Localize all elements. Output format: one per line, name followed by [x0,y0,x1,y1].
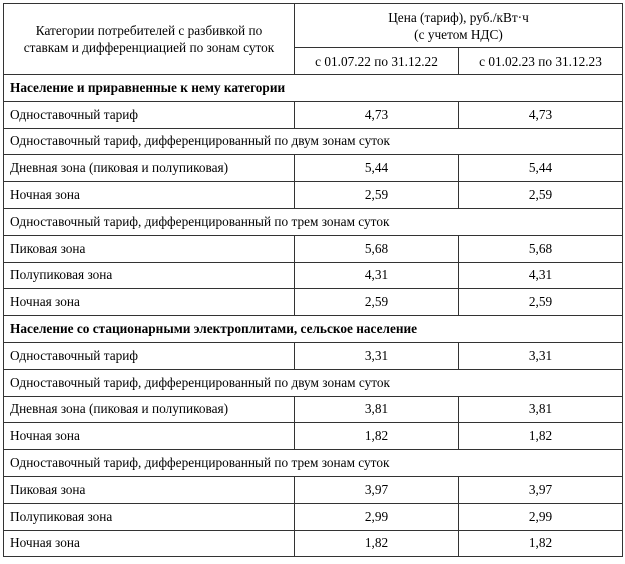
section-row [4,316,623,343]
table-row [4,476,623,503]
subheading-label: Одноставочный тариф, дифференцированный по двум зонам суток [4,128,623,155]
price-period-1: 4,31 [295,262,459,289]
row-label: Ночная зона [4,423,295,450]
section-title: Население и приравненные к нему категории [4,75,623,102]
table-row [4,530,623,557]
price-header-line2: (с учетом НДС) [414,26,503,42]
period-1-header: с 01.07.22 по 31.12.22 [295,48,459,75]
row-label: Ночная зона [4,182,295,209]
table-row [4,503,623,530]
table-row [4,289,623,316]
row-label: Ночная зона [4,289,295,316]
category-header-line1: Категории потребителей с разбивкой по [35,23,263,38]
section-title: Население со стационарными электроплитами, сельское население [4,316,623,343]
price-period-1: 2,99 [295,503,459,530]
price-period-1: 4,73 [295,101,459,128]
price-period-2: 2,59 [459,289,623,316]
period-2-header: с 01.02.23 по 31.12.23 [459,48,623,75]
price-period-1: 5,68 [295,235,459,262]
table-row [4,396,623,423]
table-row [4,101,623,128]
section-row [4,75,623,102]
price-period-2: 2,59 [459,182,623,209]
table-row [4,262,623,289]
price-period-2: 4,73 [459,101,623,128]
row-label: Ночная зона [4,530,295,557]
subheading-label: Одноставочный тариф, дифференцированный по трем зонам суток [4,208,623,235]
header-row-top [4,4,623,48]
price-period-2: 5,44 [459,155,623,182]
table-row [4,182,623,209]
price-period-1: 2,59 [295,289,459,316]
price-period-1: 1,82 [295,423,459,450]
price-period-2: 5,68 [459,235,623,262]
tariff-table [3,3,623,557]
subheading-row [4,128,623,155]
subheading-row [4,369,623,396]
price-header [295,4,623,48]
row-label: Дневная зона (пиковая и полупиковая) [4,396,295,423]
row-label: Дневная зона (пиковая и полупиковая) [4,155,295,182]
price-period-1: 5,44 [295,155,459,182]
subheading-row [4,208,623,235]
tariff-table-body [4,4,623,557]
price-period-2: 3,81 [459,396,623,423]
row-label: Полупиковая зона [4,262,295,289]
row-label: Пиковая зона [4,235,295,262]
price-period-1: 3,31 [295,342,459,369]
price-header-line1: Цена (тариф), руб./кВт·ч [388,9,529,25]
subheading-label: Одноставочный тариф, дифференцированный по двум зонам суток [4,369,623,396]
category-header-line2: ставкам и дифференциацией по зонам суток [23,40,275,55]
price-period-2: 2,99 [459,503,623,530]
category-header [4,4,295,75]
table-row [4,155,623,182]
row-label: Одноставочный тариф [4,101,295,128]
table-row [4,423,623,450]
row-label: Пиковая зона [4,476,295,503]
subheading-row [4,450,623,477]
price-period-2: 3,31 [459,342,623,369]
price-period-2: 1,82 [459,530,623,557]
price-period-1: 1,82 [295,530,459,557]
price-period-1: 2,59 [295,182,459,209]
price-period-1: 3,97 [295,476,459,503]
price-period-2: 3,97 [459,476,623,503]
price-period-2: 4,31 [459,262,623,289]
row-label: Одноставочный тариф [4,342,295,369]
table-row [4,342,623,369]
price-period-1: 3,81 [295,396,459,423]
price-period-2: 1,82 [459,423,623,450]
row-label: Полупиковая зона [4,503,295,530]
subheading-label: Одноставочный тариф, дифференцированный по трем зонам суток [4,450,623,477]
table-row [4,235,623,262]
